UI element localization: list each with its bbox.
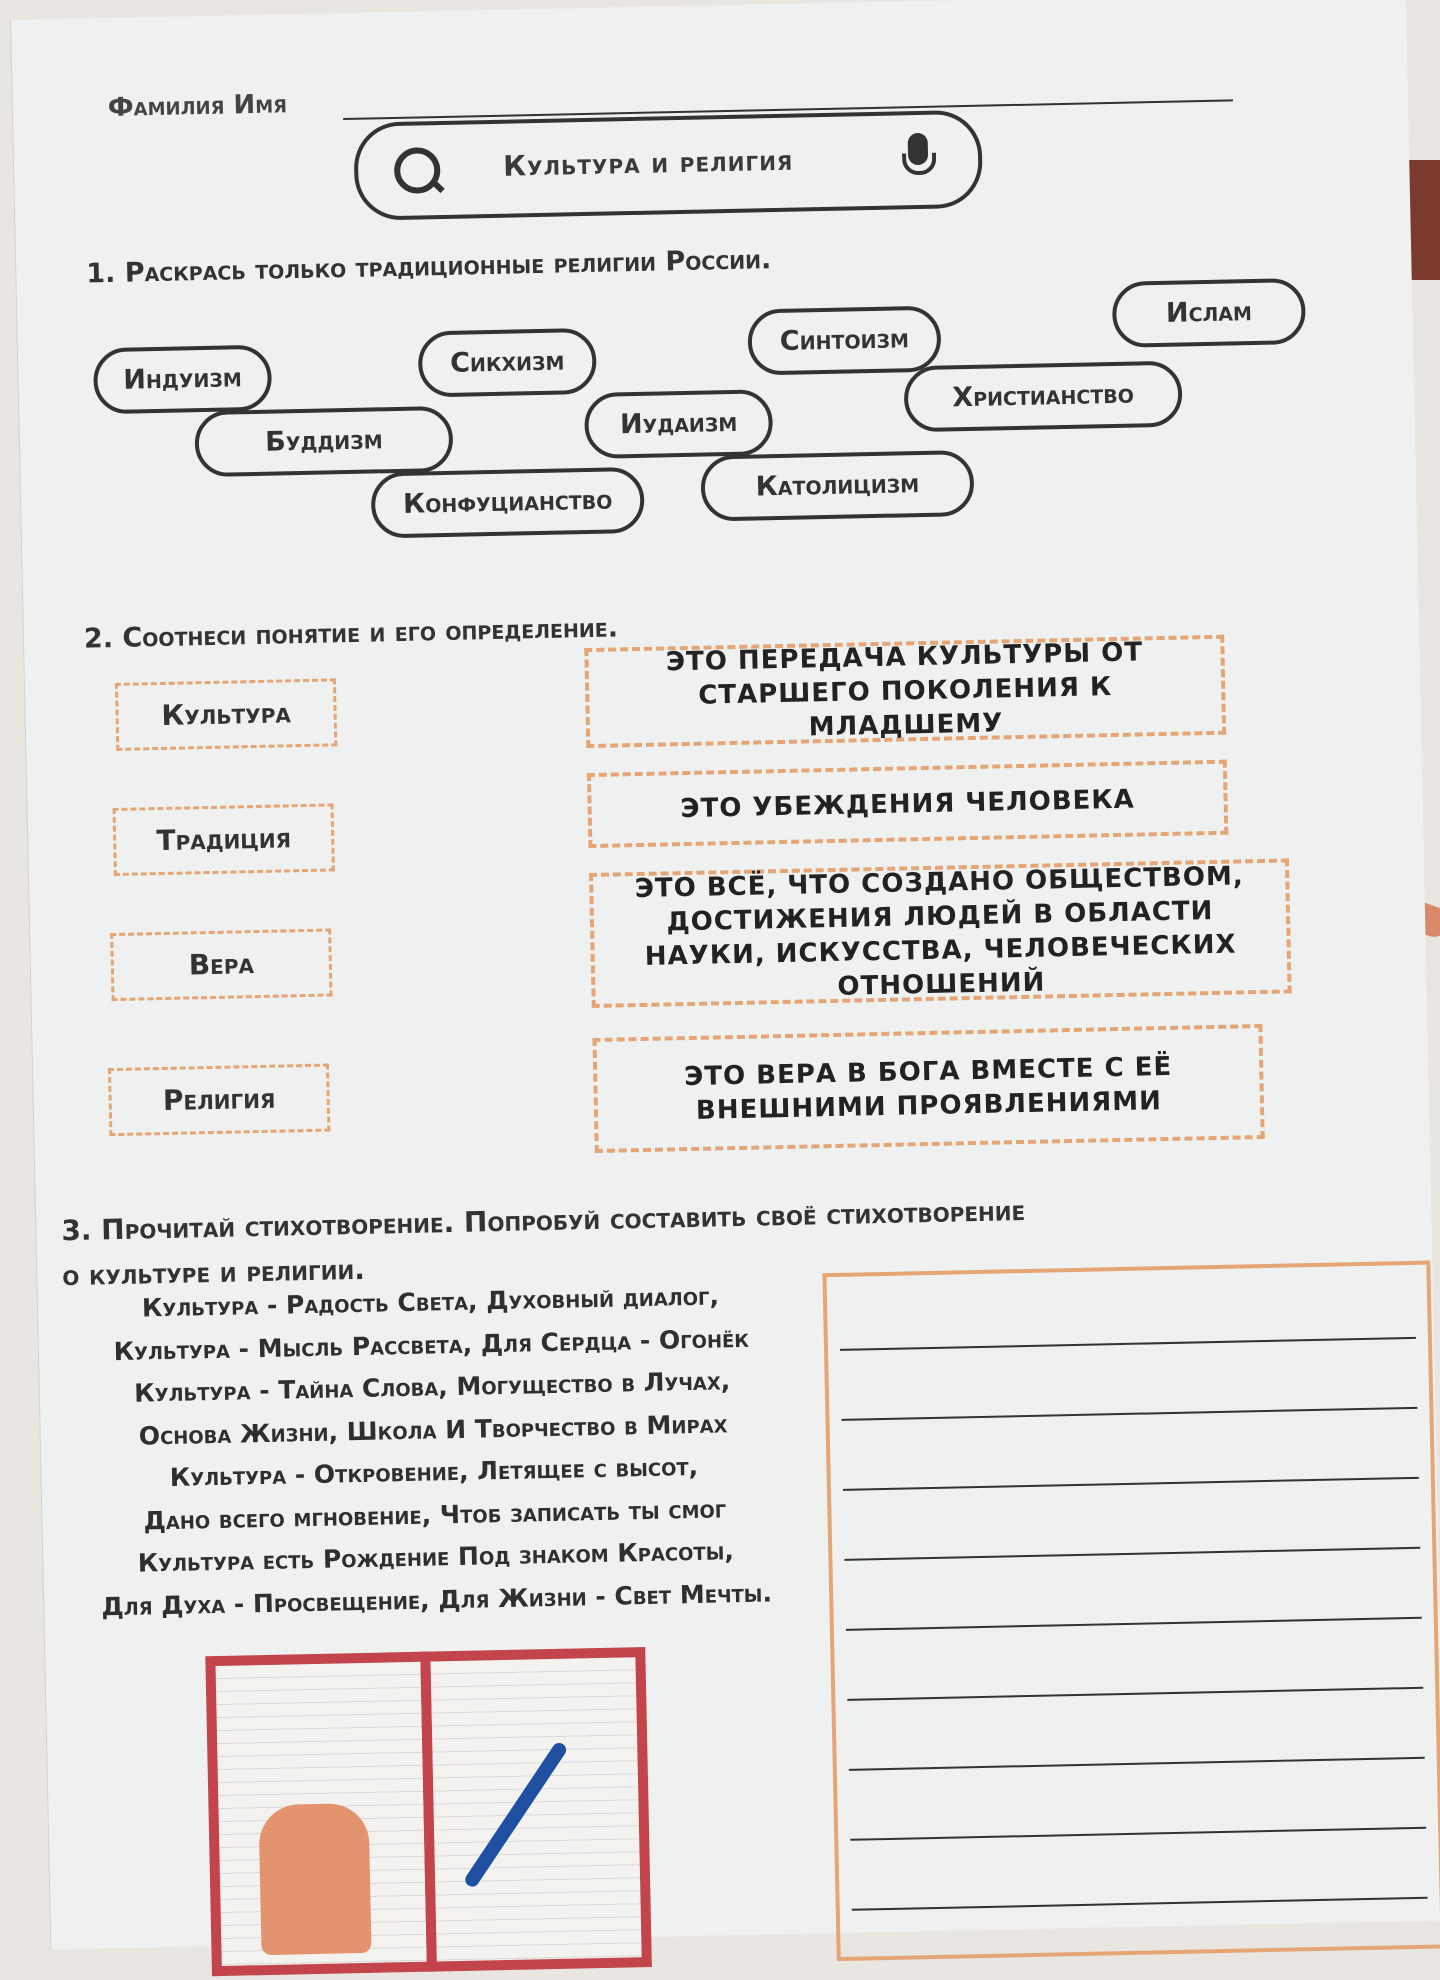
notebook-illustration [205, 1647, 641, 1966]
poem-line: Культура - Тайна Слова, Могущество в Лучах, [133, 1366, 731, 1408]
poem-line: Основа Жизни, Школа И Творчество в Мирах [138, 1408, 728, 1451]
task1-heading: 1. Раскрась только традиционные религии России. [86, 244, 772, 290]
definition-box[interactable]: ЭТО УБЕЖДЕНИЯ ЧЕЛОВЕКА [587, 760, 1228, 848]
task3-heading-continued: о культуре и религии. [61, 1252, 366, 1293]
hand-illustration [258, 1803, 371, 1955]
microphone-icon [908, 133, 929, 165]
definition-box[interactable]: ЭТО ПЕРЕДАЧА КУЛЬТУРЫ ОТ СТАРШЕГО ПОКОЛЕНИЯ К МЛАДШЕМУ [584, 635, 1226, 748]
definition-box[interactable]: ЭТО ВЕРА В БОГА ВМЕСТЕ С ЕЁ ВНЕШНИМИ ПРОЯВЛЕНИЯМИ [592, 1024, 1264, 1153]
notebook-right-page [420, 1647, 652, 1972]
poem [48, 1273, 820, 1629]
religion-pill[interactable]: Христианство [903, 361, 1182, 433]
poem-line: Культура - Откровение, Летящее с высот, [169, 1451, 699, 1492]
writing-line[interactable] [843, 1477, 1419, 1491]
term-box[interactable]: Религия [108, 1064, 330, 1137]
search-bar [353, 110, 983, 221]
poem-writing-area[interactable] [822, 1261, 1440, 1962]
writing-line[interactable] [841, 1407, 1417, 1421]
search-icon [394, 147, 441, 194]
writing-line[interactable] [844, 1547, 1420, 1561]
worksheet-title: Культура и религия [502, 143, 794, 183]
religion-pill[interactable]: Иудаизм [584, 389, 773, 459]
writing-line[interactable] [850, 1827, 1426, 1841]
religion-pill[interactable]: Католицизм [700, 450, 974, 522]
writing-line[interactable] [846, 1617, 1422, 1631]
writing-line[interactable] [849, 1757, 1425, 1771]
religion-pill[interactable]: Буддизм [194, 406, 453, 477]
religion-pill[interactable]: Синтоизм [747, 306, 941, 376]
poem-line: Дано всего мгновение, Чтоб записать ты смог [143, 1493, 727, 1536]
writing-line[interactable] [852, 1897, 1428, 1911]
task2-heading: 2. Соотнеси понятие и его определение. [83, 612, 619, 655]
religion-pill[interactable]: Индуизм [93, 345, 272, 415]
poem-line: Культура есть Рождение Под знаком Красоты, [137, 1536, 735, 1578]
poem-line: Культура - Мысль Рассвета, Для Сердца - Огонёк [113, 1323, 750, 1366]
religion-pill[interactable]: Конфуцианство [371, 467, 645, 539]
term-box[interactable]: Вера [110, 928, 332, 1001]
name-label: Фамилия Имя [107, 89, 288, 123]
writing-line[interactable] [847, 1687, 1423, 1701]
religion-pill[interactable]: Сикхизм [418, 328, 597, 398]
writing-line[interactable] [840, 1337, 1416, 1351]
term-box[interactable]: Традиция [113, 803, 335, 876]
poem-line: Культура - Радость Света, Духовный диалог, [141, 1281, 720, 1323]
worksheet [10, 0, 1440, 1950]
poem-line: Для Духа - Просвещение, Для Жизни - Свет Мечты. [101, 1577, 773, 1621]
task3-heading: 3. Прочитай стихотворение. Попробуй составить своё стихотворение [61, 1194, 1026, 1248]
definition-box[interactable]: ЭТО ВСЁ, ЧТО СОЗДАНО ОБЩЕСТВОМ, ДОСТИЖЕНИЯ ЛЮДЕЙ В ОБЛАСТИ НАУКИ, ИСКУССТВА, ЧЕЛОВЕЧЕСКИХ ОТНОШЕНИЙ [589, 858, 1292, 1008]
term-box[interactable]: Культура [115, 678, 337, 751]
religion-pill[interactable]: Ислам [1112, 278, 1306, 348]
